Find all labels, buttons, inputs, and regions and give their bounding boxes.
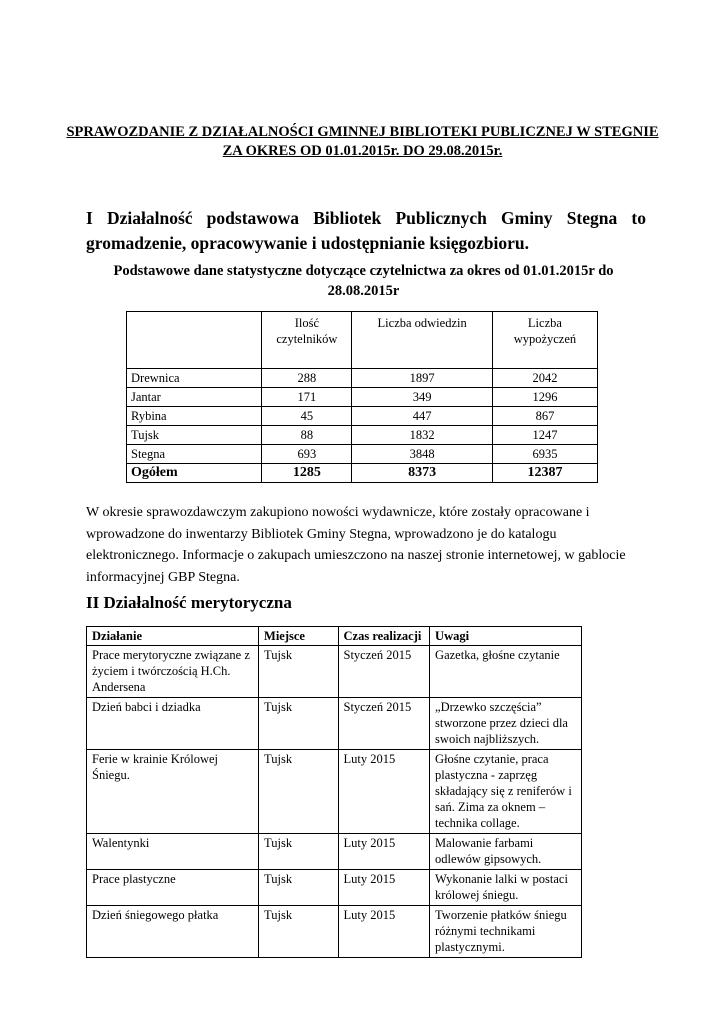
activities-header-cell: Uwagi (430, 627, 582, 646)
time-cell: Luty 2015 (338, 750, 430, 834)
table-row (87, 698, 582, 750)
table-row (87, 750, 582, 834)
table-row (87, 646, 582, 698)
section2-heading: II Działalność merytoryczna (86, 593, 292, 612)
notes-cell: Wykonanie lalki w postaci królowej śniegu. (430, 870, 582, 906)
stats-cell: 2042 (492, 369, 597, 388)
purchases-paragraph: W okresie sprawozdawczym zakupiono nowości wydawnicze, które zostały opracowane i wprowadzone do inwentarzy Bibliotek Gminy Stegna, wprowadzono je do katalogu elektronicznego. Informacje o zakupach umieszczono na naszej stronie internetowej, w gablocie informacyjnej GBP Stegna. (86, 505, 626, 585)
table-row (127, 388, 598, 407)
stats-header-cell: Liczba odwiedzin (352, 312, 492, 369)
notes-cell: Gazetka, głośne czytanie (430, 646, 582, 698)
stats-cell: 88 (262, 426, 352, 445)
place-cell: Tujsk (259, 870, 338, 906)
table-row (127, 445, 598, 464)
stats-cell: 45 (262, 407, 352, 426)
stats-header-cell (127, 312, 262, 369)
stats-cell: Drewnica (127, 369, 262, 388)
activities-header-row (87, 627, 582, 646)
stats-cell: 349 (352, 388, 492, 407)
time-cell: Styczeń 2015 (338, 698, 430, 750)
table-row (127, 369, 598, 388)
activity-cell: Prace plastyczne (87, 870, 259, 906)
stats-cell: 288 (262, 369, 352, 388)
place-cell: Tujsk (259, 906, 338, 958)
stats-cell: Stegna (127, 445, 262, 464)
table-row (87, 906, 582, 958)
place-cell: Tujsk (259, 698, 338, 750)
stats-table (126, 311, 598, 483)
notes-cell: „Drzewko szczęścia” stworzone przez dzieci dla swoich najbliższych. (430, 698, 582, 750)
table-row (127, 407, 598, 426)
activities-header-cell: Miejsce (259, 627, 338, 646)
stats-cell: 3848 (352, 445, 492, 464)
stats-total-cell: 8373 (352, 464, 492, 483)
stats-total-cell: Ogółem (127, 464, 262, 483)
table-row (87, 870, 582, 906)
stats-header-cell: Ilość czytelników (262, 312, 352, 369)
stats-cell: 1832 (352, 426, 492, 445)
stats-cell: 1296 (492, 388, 597, 407)
table-row (127, 426, 598, 445)
notes-cell: Głośne czytanie, praca plastyczna - zaprzęg składający się z reniferów i sań. Zima za oknem – technika collage. (430, 750, 582, 834)
stats-cell: 6935 (492, 445, 597, 464)
stats-cell: Rybina (127, 407, 262, 426)
stats-cell: 693 (262, 445, 352, 464)
stats-cell: 1247 (492, 426, 597, 445)
time-cell: Luty 2015 (338, 906, 430, 958)
time-cell: Luty 2015 (338, 834, 430, 870)
time-cell: Luty 2015 (338, 870, 430, 906)
stats-cell: 447 (352, 407, 492, 426)
activities-header-cell: Działanie (87, 627, 259, 646)
activities-table (86, 626, 582, 958)
place-cell: Tujsk (259, 750, 338, 834)
time-cell: Styczeń 2015 (338, 646, 430, 698)
stats-cell: 171 (262, 388, 352, 407)
place-cell: Tujsk (259, 646, 338, 698)
activity-cell: Walentynki (87, 834, 259, 870)
notes-cell: Tworzenie płatków śniegu różnymi technikami plastycznymi. (430, 906, 582, 958)
stats-total-cell: 12387 (492, 464, 597, 483)
stats-header-cell: Liczba wypożyczeń (492, 312, 597, 369)
table-row (87, 834, 582, 870)
stats-total-cell: 1285 (262, 464, 352, 483)
stats-header-row (127, 312, 598, 369)
notes-cell: Malowanie farbami odlewów gipsowych. (430, 834, 582, 870)
activity-cell: Dzień babci i dziadka (87, 698, 259, 750)
stats-cell: Jantar (127, 388, 262, 407)
activity-cell: Dzień śniegowego płatka (87, 906, 259, 958)
stats-cell: 867 (492, 407, 597, 426)
report-title: SPRAWOZDANIE Z DZIAŁALNOŚCI GMINNEJ BIBLIOTEKI PUBLICZNEJ W STEGNIE ZA OKRES OD 01.01.2015r. DO 29.08.2015r. (66, 124, 659, 159)
activity-cell: Prace merytoryczne związane z życiem i twórczością H.Ch. Andersena (87, 646, 259, 698)
stats-cell: Tujsk (127, 426, 262, 445)
stats-title: Podstawowe dane statystyczne dotyczące czytelnictwa za okres od 01.01.2015r do 28.08.2015r (113, 263, 614, 299)
activities-header-cell: Czas realizacji (338, 627, 430, 646)
stats-total-row (127, 464, 598, 483)
section1-heading: I Działalność podstawowa Bibliotek Publicznych Gminy Stegna to gromadzenie, opracowywanie i udostępnianie księgozbioru. (86, 208, 646, 253)
stats-cell: 1897 (352, 369, 492, 388)
activity-cell: Ferie w krainie Królowej Śniegu. (87, 750, 259, 834)
place-cell: Tujsk (259, 834, 338, 870)
